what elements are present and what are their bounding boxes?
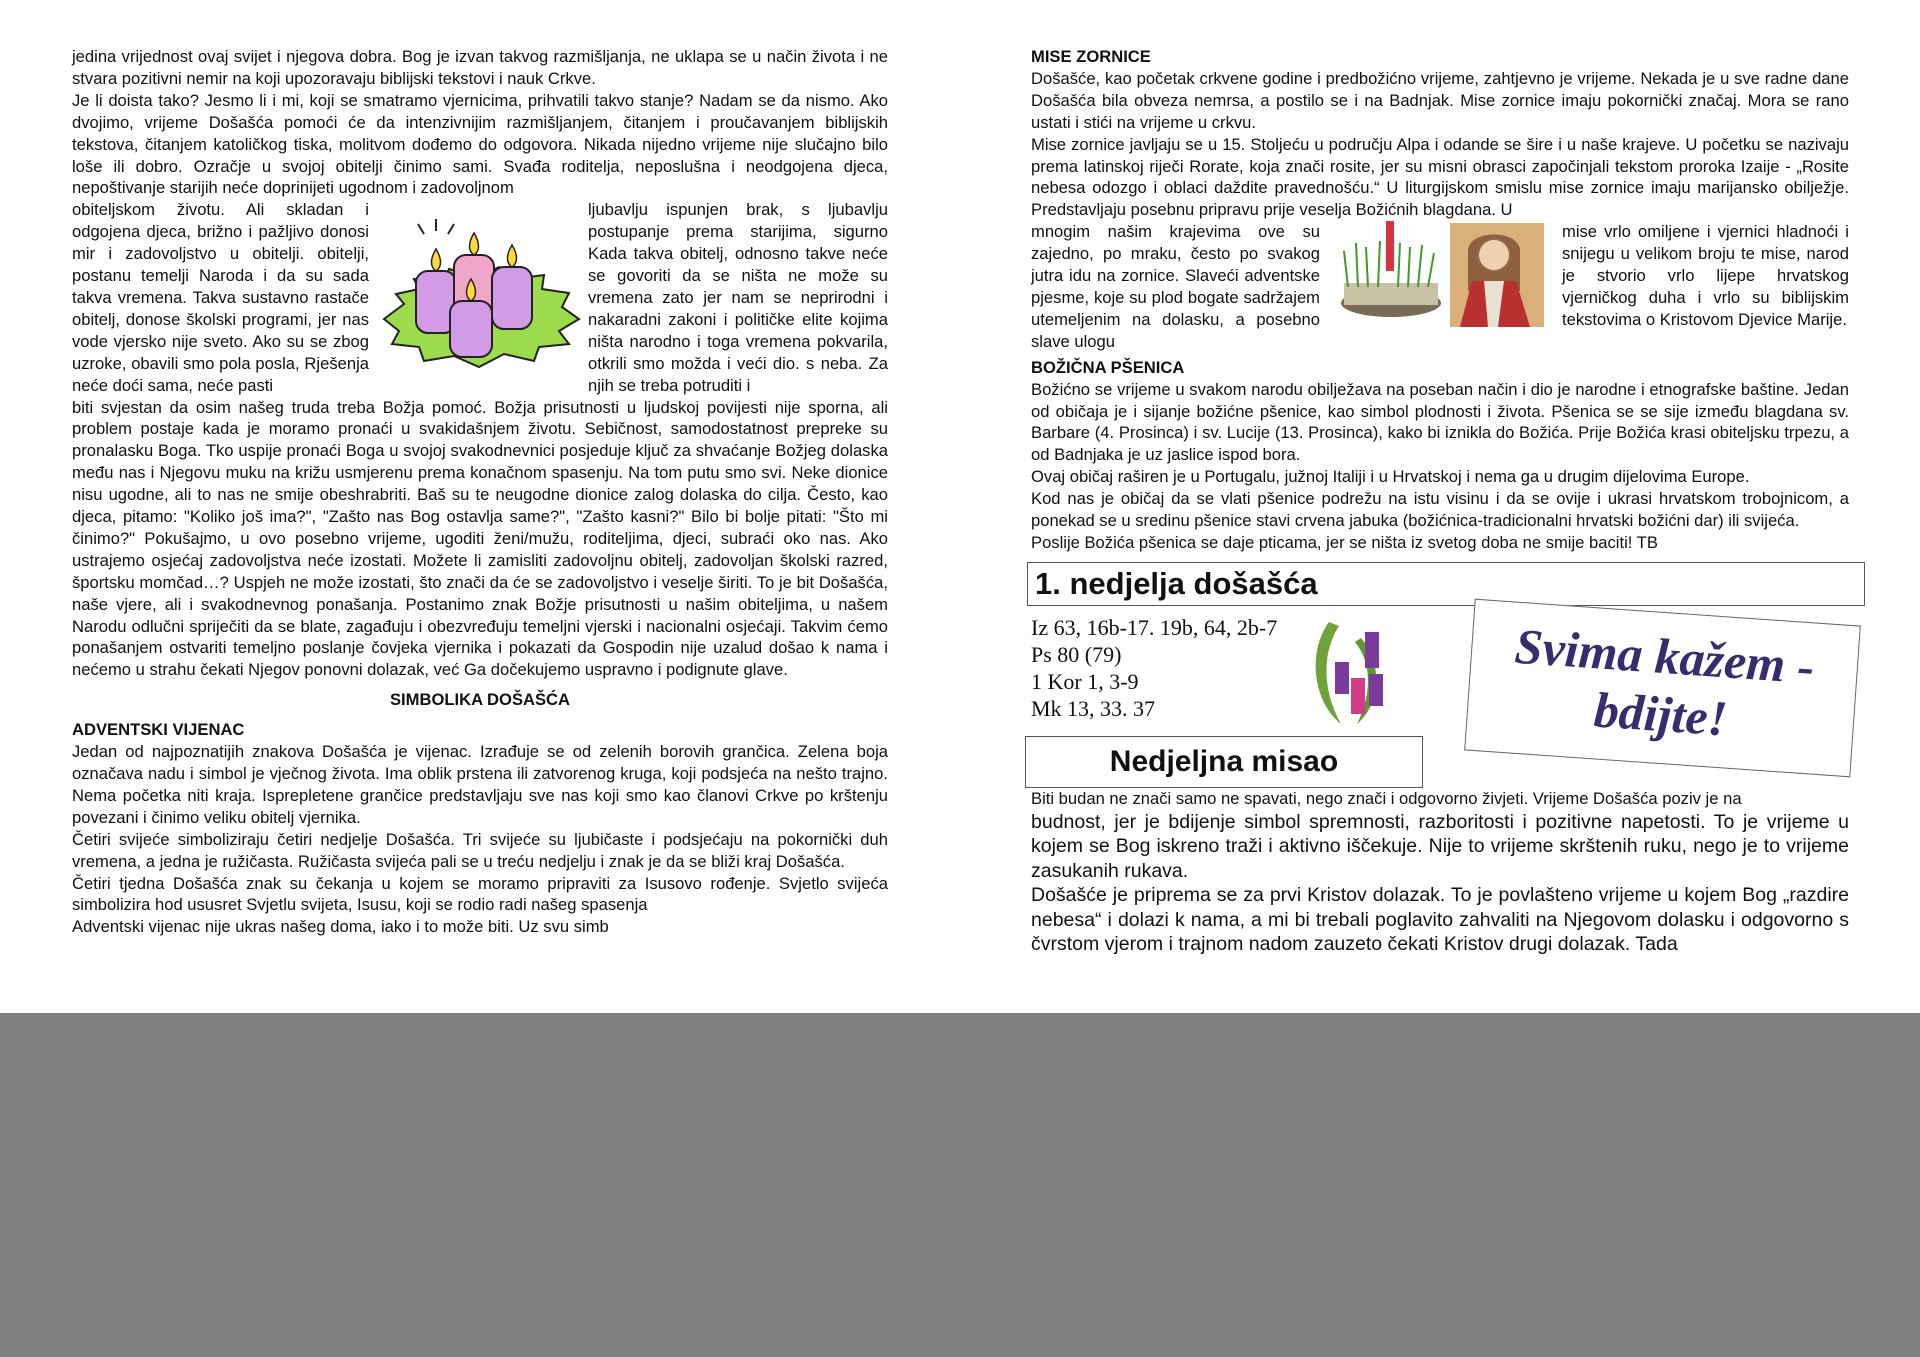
- sunday-title: 1. nedjelja došašća: [1027, 562, 1865, 606]
- wrapped-text-left: mnogim našim krajevima ove su zajedno, po mraku, često po svakog jutra idu na zornice. Slaveći adventske pjesme, koje su plod bogate sadržajem utemeljenim na dolasku, a posebno slave ulogu: [1031, 222, 1320, 351]
- paragraph: Kod nas je običaj da se vlati pšenice podrežu na istu visinu i da se ovije i ukrasi hrvatskom trobojnicom, a ponekad se u sredinu pšenice stavi crvena jabuka (božićnica-tradicionalni hrvatski božićni dar) ili svijeća.: [1031, 489, 1849, 531]
- wrapped-text-with-image: [72, 199, 888, 396]
- wheat-and-saint-images: [1336, 221, 1546, 331]
- readings-and-slogan: [1031, 612, 1849, 788]
- section-heading: MISE ZORNICE: [1031, 47, 1151, 66]
- paragraph: Božićno se vrijeme u svakom narodu obilježava na poseban način i dio je narodne i etnografske baštine. Jedan od običaja je i sijanje božićne pšenice, kao simbol plodnosti i života. Pšenica se se sije između blagdana sv. Barbare (4. Prosinca) i sv. Lucije (13. Prosinca), kako bi iznikla do Božića. Prije Božića krasi obiteljsku trpezu, a od Badnjaka je uz jaslice ispod bora.: [1031, 379, 1849, 465]
- paragraph: Došašće je priprema se za prvi Kristov dolazak. To je povlašteno vrijeme u kojem Bog „razdire nebesa“ i dolazi k nama, a mi bi trebali poglavito zahvaliti na Njegovom dolasku i odgovorno s čvrstom vjerom i trajnom nadom zauzeto čekati Kristov drugi dolazak. Tada: [1031, 884, 1849, 956]
- slogan-line: bdijte!: [1592, 681, 1730, 747]
- section-heading: ADVENTSKI VIJENAC: [72, 720, 245, 740]
- sunday-thought-title: Nedjeljna misao: [1025, 736, 1423, 788]
- paragraph: Je li doista tako? Jesmo li i mi, koji se smatramo vjernicima, prihvatili takvo stanje? Nadam se da nismo. Ako dvojimo, vrijeme Došašća pomoći će da intenzivnijim razmišljanjem, čitanjem i proučavanjem biblijskih tekstova, čitanjem katoličkog tiska, molitvom dođemo do odgovora. Nikada nijedno vrijeme nije slučajno bilo loše ili dobro. Ozračje u svojoj obitelji činimo sami. Svađa roditelja, neposlušna i neodgojena djeca, nepoštivanje starijih neće doprinijeti ugodnom i zadovoljnom: [72, 90, 888, 198]
- paragraph: Jedan od najpoznatijih znakova Došašća je vijenac. Izrađuje se od zelenih borovih grančica. Zelena boja označava nadu i simbol je vječnog života. Ima oblik prstena ili zatvorenog kruga, koji podsjeća na nešto trajno. Nema početka niti kraja. Isprepletene grančice predstavljaju sve nas koji smo kao članovi Crkve po krštenju povezani i činimo veliku obitelj vjernika.: [72, 742, 888, 827]
- paragraph: Došašće, kao početak crkvene godine i predbožićno vrijeme, zahtjevno je vrijeme. Nekada je u sve radne dane Došašća bila obveza nemrsa, a postilo se i na Badnjak. Mise zornice imaju pokornički značaj. Mora se rano ustati i stići na vrijeme u crkvu.: [1031, 68, 1849, 132]
- paragraph: Biti budan ne znači samo ne spavati, nego znači i odgovorno živjeti. Vrijeme Došašća poziv je na: [1031, 788, 1742, 808]
- wrapped-text-right: ljubavlju ispunjen brak, s ljubavlju postupanje prema starijima, sigurno Kada takva obitelj, odnosno takve neće se govoriti da se ništa ne može su vremena zato jer nam se neprirodni i nakaradni zakoni i političke elite kojima ništa narodno i toga vremena pokvarila, otkrili smo možda i veći dio. s neba. Za njih se treba potruditi i: [588, 200, 888, 395]
- wrapped-text-right: mise vrlo omiljene i vjernici hladnoći i snijegu u velikom broju te mise, narod je stvorio vrlo lijepe hrvatskog vjerničkog duha i vrlo su biblijskim tekstovima o Kristovom Djevice Marije.: [1562, 222, 1849, 329]
- reading-item: 1 Kor 1, 3-9: [1031, 668, 1139, 694]
- readings-list: [1031, 614, 1277, 722]
- section-heading: BOŽIČNA PŠENICA: [1031, 357, 1185, 377]
- paragraph: budnost, jer je bdijenje simbol spremnosti, razboritosti i pozitivne napetosti. To je vrijeme u kojem se Bog iskreno traži i aktivno iščekuje. Nije to vrijeme skrštenih ruku, nego je to vrijeme zasukanih rukava.: [1031, 810, 1849, 882]
- slogan-line: Svima kažem -: [1513, 617, 1817, 695]
- wrapped-text-with-images: [1031, 221, 1849, 352]
- section-heading: SIMBOLIKA DOŠAŠĆA: [389, 690, 571, 710]
- paragraph: biti svjestan da osim našeg truda treba Božja pomoć. Božja prisutnosti u ljudskoj povijesti nije sporna, ali problem postaje kada je moramo pronaći u svakidašnjem životu. Sebičnost, samodostatnost prepreke su pronalasku Boga. Tko uspije pronaći Boga u svojoj svakodnevnici posjeduje ključ za shvaćanje Božjeg dolaska među nas i Njegovu muku na križu usmjerenu prema konačnom spasenju. Na tom putu smo svi. Neke dionice nisu ugodne, ali to nas ne smije obeshrabriti. Baš su te neugodne dionice zalog dolaska do cilja. Često, kao djeca, pitamo: "Koliko još ima?", "Zašto nas Bog ostavlja same?", "Zašto kasni?" Bilo bi bolje pitati: "Što mi činimo?" Pokušajmo, u ovo posebno vrijeme, ugoditi ženi/mužu, roditeljima, djeci, subraći oko nas. Ako ustrajemo osjećaj zadovoljstva neće izostati. Možete li zamisliti zadovoljnu obitelj, zadovoljan školski razred, športsku momčad…? Uspjeh ne može izostati, što znači da će se zadovoljstvo i veselje širiti. To je bit Došašća, naše vjere, ali i svakodnevnog ponašanja. Postanimo znak Božje prisutnosti u našim obiteljima, u našem Narodu odlučni spriječiti da se blate, zagađuju i obezvređuju temeljni vjerski i nacionalni osjećaji. Takvim ćemo ponašanjem ostvariti temeljno poslanje čovjeka vjernika i pokazati da Gospodin nije uzalud došao k nama i nećemo u strahu čekati Njegov ponovni dolazak, već Ga dočekujemo uspravno i podignute glave.: [72, 397, 888, 680]
- left-column: [72, 46, 888, 938]
- reading-item: Mk 13, 33. 37: [1031, 695, 1156, 721]
- slogan-box: [1464, 599, 1861, 778]
- reading-item: Iz 63, 16b-17. 19b, 64, 2b-7: [1031, 614, 1278, 640]
- right-column: [1031, 46, 1849, 957]
- paragraph: Ovaj običaj raširen je u Portugalu, južnoj Italiji i u Hrvatskoj i nema ga u drugim dijelovima Europe.: [1031, 467, 1750, 487]
- paragraph: Četiri svijeće simboliziraju četiri nedjelje Došašća. Tri svijeće su ljubičaste i podsjećaju na pokornički duh vremena, a jedna je ružičasta. Ružičasta svijeća pali se u treću nedjelju i znak je da se bliži kraj Došašća.: [72, 829, 888, 871]
- paragraph: jedina vrijednost ovaj svijet i njegova dobra. Bog je izvan takvog razmišljanja, ne uklapa se u način života i ne stvara pozitivni nemir na koji upozoravaju biblijski tekstovi i nauk Crkve.: [72, 47, 888, 88]
- paragraph: Mise zornice javljaju se u 15. Stoljeću u području Alpa i odande se šire i u naše krajeve. U početku se nazivaju prema latinskoj riječi Rorate, koja znači rosite, jer su misni obrasci započinjali tekstom proroka Izaije - „Rosite nebesa odozgo i oblaci dažditе pravednošću.“ U liturgijskom smislu mise zornice imaju marijansko obilježje. Predstavljaju posebnu pripravu prije veselja Božićnih blagdana. U: [1031, 134, 1849, 220]
- advent-wreath-icon: [1311, 612, 1393, 730]
- reading-item: Ps 80 (79): [1031, 641, 1122, 667]
- paragraph: Četiri tjedna Došašća znak su čekanja u kojem se moramo pripraviti za Isusovo rođenje. Svjetlo svijeća simbolizira hod ususret Svjetlu svijeta, Isusu, koji se rodio radi našeg spasenja: [72, 873, 888, 915]
- paragraph: Poslije Božića pšenica se daje pticama, jer se ništa iz svetog doba ne smije baciti! TB: [1031, 532, 1658, 552]
- advent-candles-illustration: [374, 209, 584, 374]
- wrapped-text-left: obiteljskom životu. Ali skladan i odgojena djeca, brižno i pažljivo donosi mir i zadovoljstvo u obitelji. obitelji, postanu temelji Naroda i da su sada takva vremena. Takva sustavno rastače obitelj, donose školski programi, jer nas vode vjersko nije sveto. Ako su se zbog uzroke, obavili smo pola posla, Rješenja neće doći sama, neće pasti: [72, 200, 369, 395]
- paragraph-cut: Adventski vijenac nije ukras našeg doma, iako i to može biti. Uz svu simb: [72, 917, 609, 937]
